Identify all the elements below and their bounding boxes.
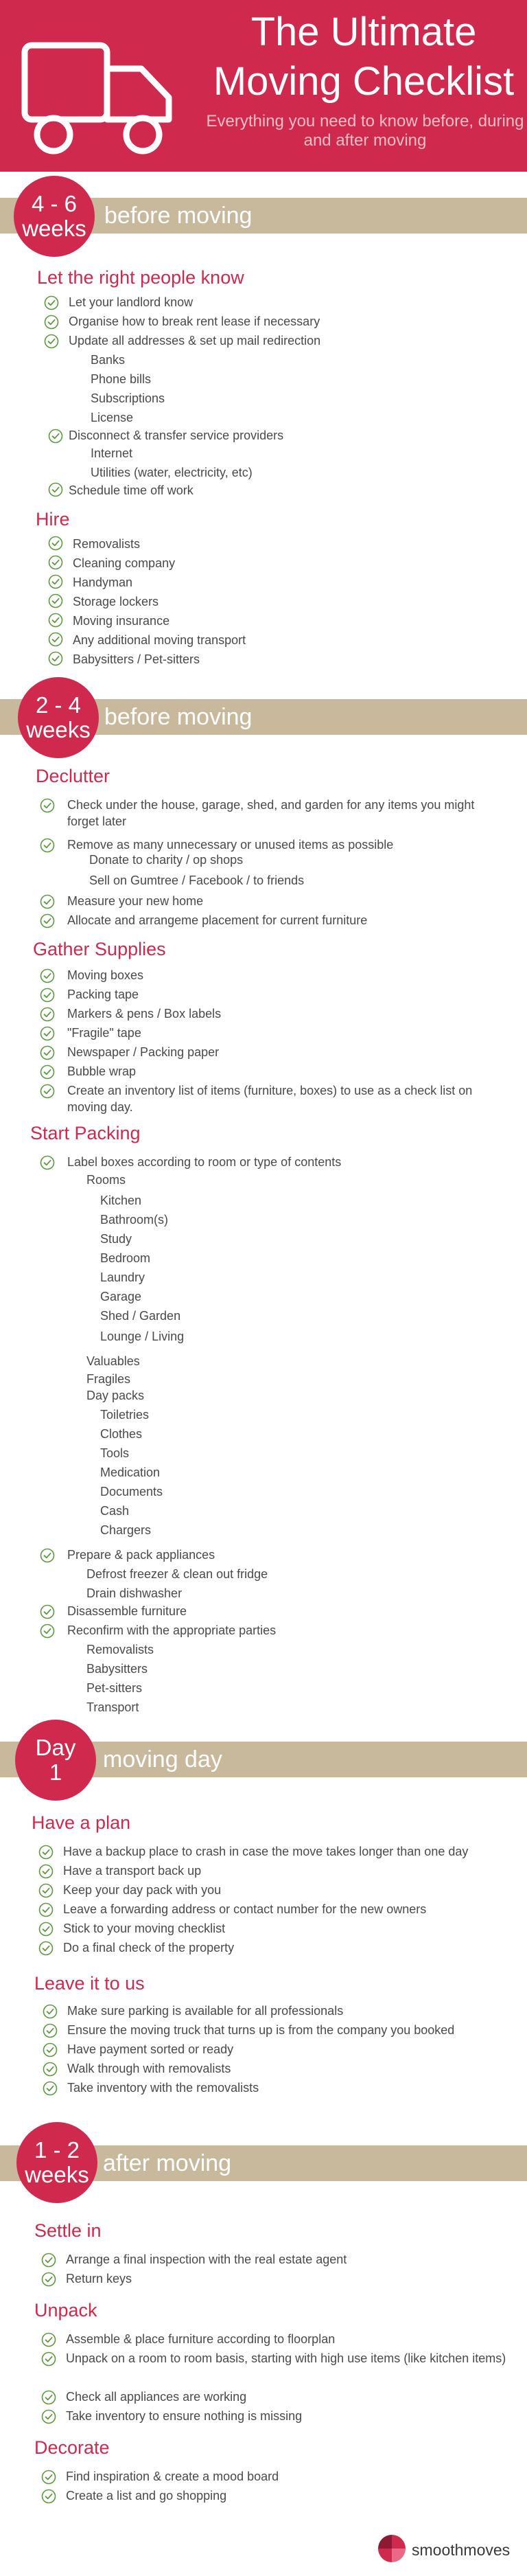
checkmark-icon bbox=[44, 315, 59, 330]
checklist-item: "Fragile" tape bbox=[67, 1026, 141, 1040]
checkmark-icon bbox=[38, 1902, 54, 1917]
checkmark-icon bbox=[48, 593, 63, 608]
checklist-item: Assemble & place furniture according to floorplan bbox=[66, 2332, 336, 2346]
sub-item: Babysitters bbox=[86, 1662, 148, 1676]
checklist-item: Moving insurance bbox=[73, 614, 170, 628]
checklist-item: Babysitters / Pet-sitters bbox=[73, 652, 200, 666]
checklist-item: Make sure parking is available for all professionals bbox=[67, 2004, 344, 2018]
timeframe-badge bbox=[14, 176, 95, 257]
sub-sub-item: Medication bbox=[100, 1466, 161, 1479]
checkmark-icon bbox=[40, 1007, 55, 1022]
heading-gather-supplies: Gather Supplies bbox=[33, 939, 166, 959]
checkmark-icon bbox=[48, 482, 63, 497]
sub-item: Banks bbox=[91, 353, 126, 367]
page-subtitle: Everything you need to know before, during and after moving bbox=[206, 112, 524, 150]
header-banner bbox=[0, 0, 527, 172]
sub-item: Transport bbox=[86, 1700, 139, 1714]
checkmark-icon bbox=[40, 1084, 55, 1099]
page-title-line-1: The Ultimate bbox=[250, 10, 477, 54]
checklist-item: Organise how to break rent lease if necessary bbox=[69, 315, 320, 328]
checklist-item: Allocate and arrangeme placement for current furniture bbox=[67, 913, 368, 927]
checkmark-icon bbox=[40, 968, 55, 983]
checkmark-icon bbox=[48, 429, 63, 444]
checkmark-icon bbox=[40, 1026, 55, 1041]
sub-item: Drain dishwasher bbox=[86, 1586, 183, 1600]
checklist-item: Removalists bbox=[73, 537, 141, 551]
logo-mark-icon bbox=[376, 2533, 408, 2564]
checklist-item: Have a transport back up bbox=[63, 1864, 202, 1878]
sub-item: Donate to charity / op shops bbox=[89, 853, 244, 867]
checkmark-icon bbox=[41, 2409, 56, 2424]
checklist-item: Disconnect & transfer service providers bbox=[69, 429, 284, 442]
checkmark-icon bbox=[41, 2332, 56, 2347]
checklist-item: Handyman bbox=[73, 575, 133, 589]
checklist-item: Schedule time off work bbox=[69, 483, 194, 497]
heading-decorate: Decorate bbox=[34, 2437, 110, 2458]
checklist-item: Check all appliances are working bbox=[66, 2390, 247, 2404]
checkmark-icon bbox=[41, 2390, 56, 2405]
checklist-item: Find inspiration & create a mood board bbox=[66, 2470, 279, 2483]
checklist-item: Remove as many unnecessary or unused items as possible bbox=[67, 838, 394, 852]
checkmark-icon bbox=[40, 1623, 55, 1639]
checklist-item: Walk through with removalists bbox=[67, 2062, 231, 2075]
sub-item: Internet bbox=[91, 446, 133, 460]
checklist-item: Arrange a final inspection with the real estate agent bbox=[66, 2253, 347, 2266]
sub-item: License bbox=[91, 411, 134, 424]
checkmark-icon bbox=[40, 798, 55, 813]
heading-let-people-know: Let the right people know bbox=[37, 267, 244, 288]
timeframe-line-2: weeks bbox=[26, 717, 91, 742]
checkmark-icon bbox=[40, 913, 55, 928]
sub-sub-item: Tools bbox=[100, 1446, 130, 1460]
checkmark-icon bbox=[44, 295, 59, 310]
checkmark-icon bbox=[38, 1941, 54, 1956]
sub-item: Utilities (water, electricity, etc) bbox=[91, 466, 253, 479]
heading-hire: Hire bbox=[36, 509, 70, 529]
checklist-item: Unpack on a room to room basis, starting with high use items (like kitchen items) bbox=[66, 2351, 506, 2365]
sub-sub-item: Laundry bbox=[100, 1270, 145, 1284]
checklist-item: Have payment sorted or ready bbox=[67, 2042, 234, 2056]
sub-item: Valuables bbox=[86, 1354, 140, 1368]
checkmark-icon bbox=[41, 2351, 56, 2367]
sub-sub-item: Lounge / Living bbox=[100, 1330, 185, 1343]
sub-item: Subscriptions bbox=[91, 391, 165, 405]
sub-sub-item: Bathroom(s) bbox=[100, 1213, 169, 1227]
checkmark-icon bbox=[48, 632, 63, 647]
timeframe-badge bbox=[16, 2122, 97, 2203]
checkmark-icon bbox=[43, 2042, 58, 2058]
checkmark-icon bbox=[48, 555, 63, 570]
timeframe-line-1: 2 - 4 bbox=[35, 692, 82, 718]
checklist-item: Check under the house, garage, shed, and garden for any items you might forget later bbox=[67, 798, 475, 828]
sub-item: Phone bills bbox=[91, 372, 152, 386]
checkmark-icon bbox=[48, 651, 63, 666]
checklist-item: Cleaning company bbox=[73, 556, 176, 570]
checkmark-icon bbox=[48, 536, 63, 551]
checkmark-icon bbox=[44, 334, 59, 349]
checklist-item: Create an inventory list of items (furniture, boxes) to use as a check list on moving day. bbox=[67, 1084, 473, 1114]
heading-leave-it-to-us: Leave it to us bbox=[34, 1973, 145, 1994]
checklist-item: Ensure the moving truck that turns up is from the company you booked bbox=[67, 2023, 455, 2037]
heading-unpack: Unpack bbox=[34, 2300, 97, 2321]
checklist-item: Leave a forwarding address or contact number for the new owners bbox=[63, 1902, 427, 1916]
heading-declutter: Declutter bbox=[36, 766, 110, 786]
checkmark-icon bbox=[40, 894, 55, 909]
sub-sub-item: Toiletries bbox=[100, 1408, 150, 1422]
heading-start-packing: Start Packing bbox=[30, 1123, 141, 1143]
checklist-item: Do a final check of the property bbox=[63, 1941, 235, 1954]
sub-item: Defrost freezer & clean out fridge bbox=[86, 1567, 268, 1581]
timeframe-line-2: weeks bbox=[22, 216, 86, 241]
section-label: before moving bbox=[104, 704, 253, 730]
checkmark-icon bbox=[43, 2023, 58, 2038]
checklist-item: Have a backup place to crash in case the move takes longer than one day bbox=[63, 1845, 469, 1858]
checkmark-icon bbox=[38, 1845, 54, 1860]
checklist-item: Measure your new home bbox=[67, 894, 204, 908]
section-label: after moving bbox=[103, 2150, 232, 2176]
checklist-item: Packing tape bbox=[67, 988, 139, 1001]
checklist-item: Disassemble furniture bbox=[67, 1604, 187, 1618]
checkmark-icon bbox=[48, 613, 63, 628]
checkmark-icon bbox=[40, 838, 55, 853]
checkmark-icon bbox=[41, 2470, 56, 2485]
timeframe-line-1: 1 - 2 bbox=[34, 2137, 80, 2163]
checkmark-icon bbox=[40, 988, 55, 1003]
checklist-item: Stick to your moving checklist bbox=[63, 1922, 226, 1935]
checkmark-icon bbox=[43, 2062, 58, 2077]
checklist-item: Any additional moving transport bbox=[73, 633, 246, 647]
truck-icon bbox=[19, 40, 178, 157]
checklist-item: Update all addresses & set up mail redirection bbox=[69, 334, 321, 347]
sub-item: Pet-sitters bbox=[86, 1681, 143, 1695]
checkmark-icon bbox=[38, 1922, 54, 1937]
sub-item: Rooms bbox=[86, 1173, 126, 1187]
sub-item: Removalists bbox=[86, 1643, 154, 1656]
heading-have-a-plan: Have a plan bbox=[32, 1812, 131, 1833]
sub-sub-item: Study bbox=[100, 1232, 132, 1246]
checklist-item: Take inventory to ensure nothing is missing bbox=[66, 2409, 303, 2423]
checkmark-icon bbox=[48, 574, 63, 589]
sub-sub-item: Kitchen bbox=[100, 1194, 142, 1207]
checkmark-icon bbox=[40, 1548, 55, 1563]
section-label: before moving bbox=[104, 203, 253, 229]
sub-item: Fragiles bbox=[86, 1372, 131, 1386]
checklist-item: Keep your day pack with you bbox=[63, 1883, 222, 1897]
checklist-item: Prepare & pack appliances bbox=[67, 1548, 215, 1562]
checkmark-icon bbox=[40, 1045, 55, 1060]
checkmark-icon bbox=[40, 1064, 55, 1080]
checklist-item: Take inventory with the removalists bbox=[67, 2081, 259, 2095]
checklist-item: Return keys bbox=[66, 2272, 132, 2286]
sub-sub-item: Garage bbox=[100, 1290, 142, 1303]
sub-sub-item: Cash bbox=[100, 1504, 130, 1518]
checkmark-icon bbox=[43, 2004, 58, 2019]
checklist-item: Bubble wrap bbox=[67, 1064, 137, 1078]
checklist-item: Storage lockers bbox=[73, 595, 159, 608]
checkmark-icon bbox=[41, 2253, 56, 2268]
checklist-item: Moving boxes bbox=[67, 968, 144, 982]
sub-item: Sell on Gumtree / Facebook / to friends bbox=[89, 874, 305, 887]
checklist-item: Label boxes according to room or type of contents bbox=[67, 1155, 342, 1169]
sub-item: Day packs bbox=[86, 1389, 145, 1402]
sub-sub-item: Chargers bbox=[100, 1523, 152, 1537]
checkmark-icon bbox=[41, 2489, 56, 2504]
sub-sub-item: Bedroom bbox=[100, 1251, 151, 1265]
timeframe-line-2: weeks bbox=[25, 2162, 89, 2187]
checklist-item: Markers & pens / Box labels bbox=[67, 1007, 222, 1021]
checkmark-icon bbox=[38, 1883, 54, 1898]
checklist-item: Reconfirm with the appropriate parties bbox=[67, 1623, 277, 1637]
checkmark-icon bbox=[41, 2272, 56, 2287]
sub-sub-item: Clothes bbox=[100, 1427, 143, 1441]
timeframe-badge bbox=[15, 1720, 96, 1801]
sub-sub-item: Shed / Garden bbox=[100, 1309, 181, 1323]
timeframe-line-2: 1 bbox=[49, 1759, 62, 1785]
timeframe-line-1: Day bbox=[35, 1735, 76, 1760]
checkmark-icon bbox=[38, 1864, 54, 1879]
page-title-line-2: Moving Checklist bbox=[213, 59, 515, 104]
timeframe-badge bbox=[18, 677, 99, 758]
heading-settle-in: Settle in bbox=[34, 2220, 102, 2241]
section-label: moving day bbox=[103, 1746, 222, 1773]
logo-text: smoothmoves bbox=[412, 2541, 511, 2559]
sub-sub-item: Documents bbox=[100, 1485, 163, 1498]
checkmark-icon bbox=[43, 2081, 58, 2096]
timeframe-line-1: 4 - 6 bbox=[31, 191, 78, 216]
checkmark-icon bbox=[40, 1604, 55, 1619]
checklist-item: Newspaper / Packing paper bbox=[67, 1045, 220, 1059]
checklist-item: Create a list and go shopping bbox=[66, 2489, 227, 2503]
brand-logo bbox=[376, 2533, 520, 2567]
checkmark-icon bbox=[40, 1155, 55, 1170]
checklist-item: Let your landlord know bbox=[69, 295, 194, 309]
